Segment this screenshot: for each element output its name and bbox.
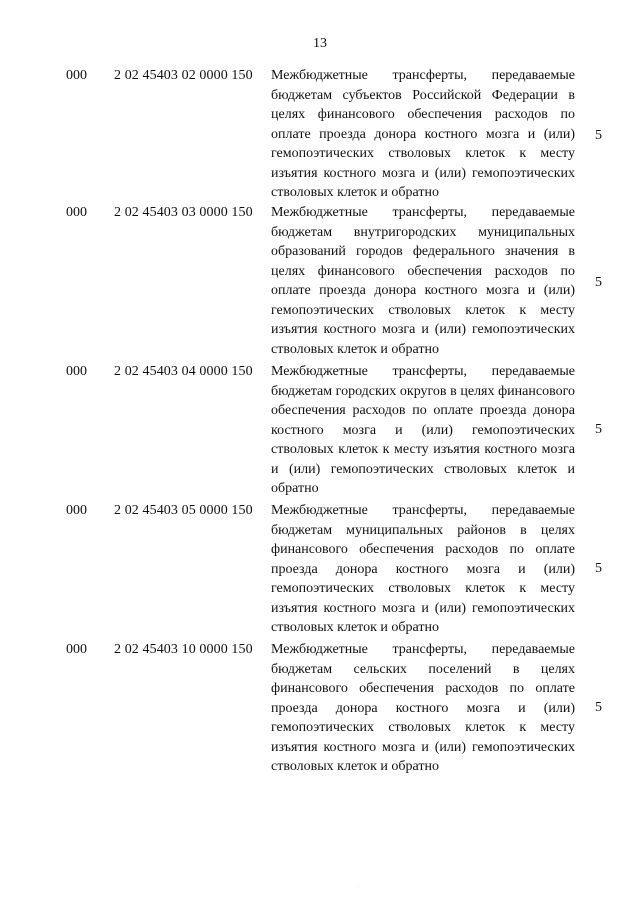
revenue-description: Межбюджетные трансферты, передаваемые бюджетам муниципальных районов в целях финансового обеспечения расходов по оплате проезда донора костного мозга и (или) гемопоэтических стволовых клеток к месту изъятия костного мозга и (или) гемопоэтических стволовых клеток и обратно — [271, 503, 575, 635]
row-value: 5 — [595, 561, 602, 576]
revenue-description: Межбюджетные трансферты, передаваемые бюджетам сельских поселений в целях финансового обеспечения расходов по оплате проезда донора костного мозга и (или) гемопоэтических стволовых клеток к месту изъятия костного мозга и (или) гемопоэтических стволовых клеток и обратно — [271, 642, 575, 774]
admin-code: 000 — [66, 68, 87, 83]
budget-classification-code: 2 02 45403 04 0000 150 — [114, 364, 253, 379]
table-row — [0, 203, 640, 362]
revenue-description: Межбюджетные трансферты, передаваемые бюджетам субъектов Российской Федерации в целях финансового обеспечения расходов по оплате проезда донора костного мозга и (или) гемопоэтических стволовых клеток к месту изъятия костного мозга и (или) гемопоэтических стволовых клеток и обратно — [271, 68, 575, 200]
table-row — [0, 66, 640, 203]
row-value: 5 — [595, 700, 602, 715]
admin-code: 000 — [66, 642, 87, 657]
table-row — [0, 501, 640, 640]
budget-codes-table — [0, 66, 640, 780]
budget-classification-code: 2 02 45403 03 0000 150 — [114, 205, 253, 220]
revenue-description: Межбюджетные трансферты, передаваемые бюджетам внутригородских муниципальных образований городов федерального значения в целях финансового обеспечения расходов по оплате проезда донора костного мозга и (или) гемопоэтических стволовых клеток к месту изъятия костного мозга и (или) гемопоэтических стволовых клеток и обратно — [271, 205, 575, 357]
admin-code: 000 — [66, 364, 87, 379]
table-row — [0, 362, 640, 501]
page-number: 13 — [313, 36, 327, 51]
row-value: 5 — [595, 128, 602, 143]
row-value: 5 — [595, 422, 602, 437]
revenue-description: Межбюджетные трансферты, передаваемые бюджетам городских округов в целях финансового обеспечения расходов по оплате проезда донора костного мозга и (или) гемопоэтических стволовых клеток к месту изъятия костного мозга и (или) гемопоэтических стволовых клеток и обратно — [271, 364, 575, 496]
row-value: 5 — [595, 275, 602, 290]
budget-classification-code: 2 02 45403 02 0000 150 — [114, 68, 253, 83]
admin-code: 000 — [66, 503, 87, 518]
table-row — [0, 640, 640, 780]
scan-speck: · — [357, 884, 359, 890]
budget-classification-code: 2 02 45403 10 0000 150 — [114, 642, 253, 657]
admin-code: 000 — [66, 205, 87, 220]
budget-classification-code: 2 02 45403 05 0000 150 — [114, 503, 253, 518]
